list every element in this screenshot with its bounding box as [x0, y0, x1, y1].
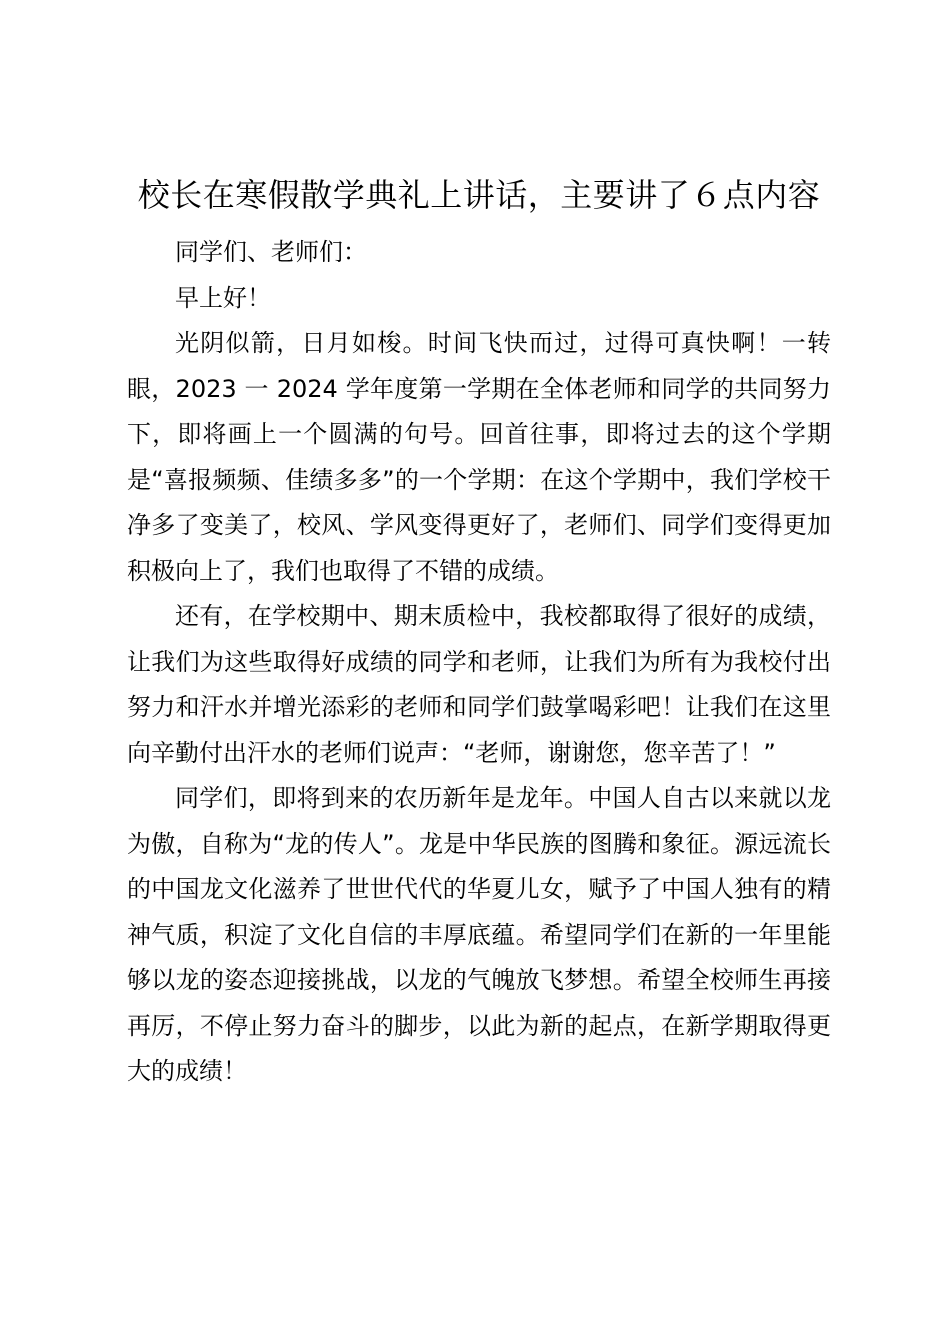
paragraph-semester-review: 光阴似箭，日月如梭。时间飞快而过，过得可真快啊！一转眼，2023 一 2024 学年度第一学期在全体老师和同学的共同努力下，即将画上一个圆满的句号。回首往事，即将过去的这个学期是“喜报频频、佳绩多多”的一个学期：在这个学期中，我们学校干净多了变美了，校风、学风变得更好了，老师们、同学们变得更加积极向上了，我们也取得了不错的成绩。 [127, 329, 831, 585]
document-title: 校长在寒假散学典礼上讲话，主要讲了６点内容 [137, 176, 821, 214]
greeting: 早上好！ [175, 283, 271, 312]
document-page [127, 168, 831, 1095]
paragraph-achievements: 还有，在学校期中、期末质检中，我校都取得了很好的成绩，让我们为这些取得好成绩的同学和老师，让我们为所有为我校付出努力和汗水并增光添彩的老师和同学们鼓掌喝彩吧！让我们在这里向辛勤付出汗水的老师们说声：“老师，谢谢您，您辛苦了！” [127, 602, 831, 767]
paragraph-dragon-year: 同学们，即将到来的农历新年是龙年。中国人自古以来就以龙为傲，自称为“龙的传人”。龙是中华民族的图腾和象征。源远流长的中国龙文化滋养了世世代代的华夏儿女，赋予了中国人独有的精神气质，积淀了文化自信的丰厚底蕴。希望同学们在新的一年里能够以龙的姿态迎接挑战，以龙的气魄放飞梦想。希望全校师生再接再厉，不停止努力奋斗的脚步，以此为新的起点，在新学期取得更大的成绩！ [127, 784, 831, 1085]
salutation: 同学们、老师们： [175, 238, 367, 266]
